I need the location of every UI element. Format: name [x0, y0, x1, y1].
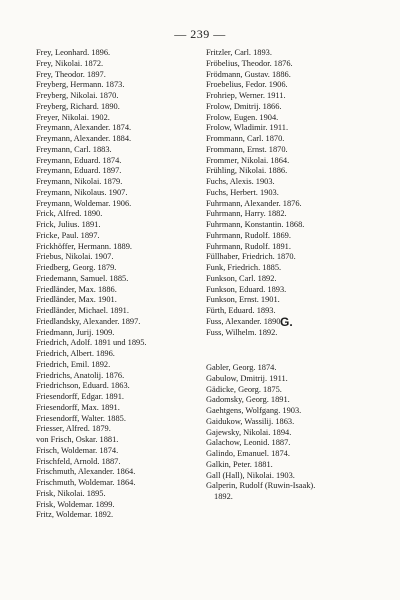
name-entry: Frolow, Eugen. 1904.	[206, 112, 279, 122]
name-entry: Friesendorff, Walter. 1885.	[36, 413, 126, 423]
name-entry: Friebus, Nikolai. 1907.	[36, 252, 114, 262]
name-entry: Friedrichson, Eduard. 1863.	[36, 381, 130, 391]
name-entry: Frisk, Nikolai. 1895.	[36, 488, 106, 498]
name-entry: Gädicke, Georg. 1875.	[206, 384, 282, 394]
right-name-column-top	[206, 48, 396, 338]
name-entry: Fuhrmann, Konstantin. 1868.	[206, 220, 305, 229]
name-entry: Gall (Hall), Nikolai. 1903.	[206, 470, 295, 480]
name-entry: Friedemann, Samuel. 1885.	[36, 273, 129, 283]
name-entry: Gabulow, Dmitrij. 1911.	[206, 373, 288, 383]
name-entry: Friedrich, Adolf. 1891 und 1895.	[36, 338, 147, 348]
name-entry: Gajewsky, Nikolai. 1894.	[206, 427, 292, 437]
name-entry: Fuchs, Herbert. 1903.	[206, 187, 279, 197]
name-entry: Freymann, Eduard. 1897.	[36, 166, 122, 176]
name-entry: Frischmuth, Alexander. 1864.	[36, 467, 136, 477]
name-entry: Freyer, Nikolai. 1902.	[36, 112, 110, 122]
name-entry: Frickhöffer, Hermann. 1889.	[36, 241, 133, 251]
name-entry: Frommann, Carl. 1870.	[206, 134, 285, 143]
name-entry: Friedlandsky, Alexander. 1897.	[36, 316, 141, 326]
name-entry: Gabler, Georg. 1874.	[206, 363, 277, 372]
name-entry: Freyberg, Nikolai. 1870.	[36, 91, 119, 100]
name-entry: Funk, Friedrich. 1885.	[206, 263, 282, 272]
name-entry: Frühling, Nikolai. 1886.	[206, 166, 288, 176]
name-entry: Friedberg, Georg. 1879.	[36, 263, 117, 272]
name-entry: Fuhrmann, Harry. 1882.	[206, 209, 287, 219]
name-entry: Friedrich, Emil. 1892.	[36, 359, 111, 369]
name-entry: Galkin, Peter. 1881.	[206, 459, 273, 469]
name-entry: Fuss, Wilhelm. 1892.	[206, 327, 278, 337]
name-entry: Friesendorff, Max. 1891.	[36, 402, 120, 412]
name-entry: Frohriep, Werner. 1911.	[206, 91, 286, 100]
page-number: — 239 —	[174, 27, 226, 41]
name-entry: Galindo, Emanuel. 1874.	[206, 449, 290, 458]
name-entry: Fritz, Woldemar. 1892.	[36, 510, 114, 520]
name-entry: Fricke, Paul. 1897.	[36, 230, 100, 240]
name-entry: Friedmann, Jurij. 1909.	[36, 327, 115, 337]
name-entry: Freyberg, Hermann. 1873.	[36, 80, 125, 90]
name-entry: Freymann, Alexander. 1874.	[36, 123, 132, 133]
name-entry: Fuhrmann, Rudolf. 1891.	[206, 241, 291, 251]
name-entry: Frick, Julius. 1891.	[36, 220, 101, 229]
name-entry: Fritzler, Carl. 1893.	[206, 48, 272, 57]
name-entry: Frey, Leonhard. 1896.	[36, 48, 111, 57]
name-entry: Friedländer, Max. 1901.	[36, 295, 117, 305]
name-entry: Füllhaber, Friedrich. 1870.	[206, 252, 296, 262]
name-entry: Frisk, Woldemar. 1899.	[36, 499, 115, 509]
name-entry: Freymann, Eduard. 1874.	[36, 155, 122, 165]
name-entry: Fuss, Alexander. 1890.	[206, 316, 283, 326]
name-entry: Friesser, Alfred. 1879.	[36, 424, 111, 434]
name-entry: Friedländer, Max. 1886.	[36, 284, 117, 294]
name-entry: Gaehtgens, Wolfgang. 1903.	[206, 406, 302, 415]
name-entry: Frick, Alfred. 1890.	[36, 209, 103, 219]
name-entry: Fröbelius, Theodor. 1876.	[206, 58, 293, 68]
name-entry: Frey, Theodor. 1897.	[36, 69, 106, 79]
name-entry: Freymann, Alexander. 1884.	[36, 134, 132, 143]
name-entry: Fürth, Eduard. 1893.	[206, 306, 276, 315]
name-entry: Frolow, Wladimir. 1911.	[206, 123, 289, 133]
name-entry: Frey, Nikolai. 1872.	[36, 58, 104, 68]
name-entry: Frödmann, Gustav. 1886.	[206, 69, 291, 79]
section-letter: G.	[280, 315, 293, 329]
name-entry: Galperin, Rudolf (Ruwin-Isaak).	[206, 481, 316, 491]
name-entry: Freymann, Nikolaus. 1907.	[36, 187, 128, 197]
name-entry: Friedländer, Michael. 1891.	[36, 306, 129, 315]
name-entry: Fuchs, Alexis. 1903.	[206, 177, 275, 186]
right-name-column-bottom	[206, 363, 396, 503]
name-entry: Friesendorff, Edgar. 1891.	[36, 392, 124, 401]
name-entry: Funkson, Ernst. 1901.	[206, 295, 280, 305]
name-entry: Friedrichs, Anatolij. 1876.	[36, 370, 125, 380]
name-entry: Freymann, Carl. 1883.	[36, 144, 112, 154]
name-entry: Frommann, Ernst. 1870.	[206, 144, 288, 154]
name-entry: Frolow, Dmitrij. 1866.	[206, 101, 282, 111]
name-entry: Galachow, Leonid. 1887.	[206, 438, 291, 448]
name-entry: Fuhrmann, Rudolf. 1869.	[206, 230, 291, 240]
name-entry: Funkson, Carl. 1892.	[206, 273, 277, 283]
name-entry: Frischmuth, Woldemar. 1864.	[36, 478, 136, 487]
name-entry: Froebelius, Fedor. 1906.	[206, 80, 288, 90]
left-name-column	[36, 48, 226, 521]
name-entry: Gadomsky, Georg. 1891.	[206, 395, 290, 405]
name-entry: Gaidukow, Wassilij. 1863.	[206, 416, 295, 426]
name-entry: Freymann, Woldemar. 1906.	[36, 198, 132, 208]
name-entry: Frommer, Nikolai. 1864.	[206, 155, 290, 165]
name-entry: Freymann, Nikolai. 1879.	[36, 177, 123, 186]
name-entry: Frischfeld, Arnold. 1887.	[36, 456, 121, 466]
name-entry: Freyberg, Richard. 1890.	[36, 101, 120, 111]
name-entry: Funkson, Eduard. 1893.	[206, 284, 287, 294]
name-entry: Frisch, Woldemar. 1874.	[36, 445, 119, 455]
name-entry: 1892.	[214, 492, 233, 501]
name-entry: von Frisch, Oskar. 1881.	[36, 435, 119, 444]
name-entry: Fuhrmann, Alexander. 1876.	[206, 198, 302, 208]
name-entry: Friedrich, Albert. 1896.	[36, 349, 115, 358]
